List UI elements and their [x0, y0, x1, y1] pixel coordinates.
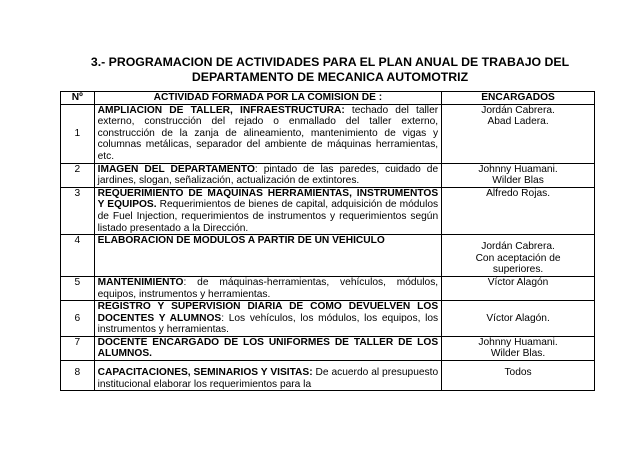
row-responsible	[442, 361, 595, 391]
table-row	[61, 104, 595, 163]
responsible-name: Abad Ladera.	[487, 116, 549, 128]
row-activity	[94, 361, 442, 391]
activities-table	[60, 91, 595, 391]
activity-description: : de máquinas-herramientas, vehículos, módulos, equipos, instrumentos y herramientas.	[97, 276, 439, 300]
row-activity	[94, 104, 442, 163]
responsible-name: Alfredo Rojas.	[486, 187, 551, 199]
responsible-name: Víctor Alagón.	[486, 312, 550, 324]
activity-title: DOCENTE ENCARGADO DE LOS UNIFORMES DE TALLER DE LOS ALUMNOS.	[97, 336, 439, 360]
responsible-name: Jordán Cabrera.	[481, 104, 555, 116]
activity-description: : pintado de las paredes, cuidado de jardines, slogan, señalización, actualización de extintores.	[97, 163, 439, 187]
responsible-name: Johnny Huamani.	[478, 163, 558, 175]
table-header-row	[61, 92, 595, 105]
table-row	[61, 276, 595, 300]
row-responsible	[442, 301, 595, 337]
activity-title: MANTENIMIENTO	[97, 276, 184, 288]
table-row	[61, 336, 595, 360]
activity-description: Requerimientos de bienes de capital, adquisición de módulos de Fuel Injection, requerimientos de instrumentos y requerimientos según listado presentado a la Dirección.	[97, 199, 439, 234]
row-responsible	[442, 163, 595, 187]
row-activity	[94, 301, 442, 337]
row-number: 8	[61, 361, 95, 391]
row-responsible	[442, 235, 595, 277]
table-row	[61, 187, 595, 234]
row-number: 6	[61, 301, 95, 337]
activity-title: CAPACITACIONES, SEMINARIOS Y VISITAS:	[97, 367, 313, 379]
row-number: 7	[61, 336, 95, 360]
row-responsible	[442, 187, 595, 234]
header-num: Nº	[61, 92, 95, 105]
activity-title: REGISTRO Y SUPERVISION DIARIA DE COMO DEVUELVEN LOS DOCENTES Y ALUMNOS	[97, 301, 439, 324]
document-title	[60, 55, 600, 85]
activity-description: : Los vehículos, los módulos, los equipos, los instrumentos y herramientas.	[97, 312, 439, 336]
table-row	[61, 235, 595, 277]
row-activity	[94, 336, 442, 360]
activity-description: De acuerdo al presupuesto institucional elaborar los requerimientos para la	[97, 367, 439, 390]
responsible-name: Todos	[504, 367, 532, 379]
responsible-name: Víctor Alagón	[487, 276, 549, 288]
table-row	[61, 361, 595, 391]
responsible-name: Wilder Blas	[492, 175, 544, 187]
row-responsible	[442, 276, 595, 300]
row-activity	[94, 187, 442, 234]
responsible-name: Jordán Cabrera.	[481, 241, 555, 253]
activity-description: techado del taller externo, construcción del rejado o enmallado del taller externo, construcción de la zanja de alineamiento, mantenimiento de vigas y columnas metálicas, separador del ambiente de máquinas herramientas, etc.	[97, 104, 439, 162]
activity-title: IMAGEN DEL DEPARTAMENTO	[97, 163, 255, 175]
responsible-name: Johnny Huamani.	[478, 336, 558, 348]
activity-title: REQUERIMIENTO DE MAQUINAS HERRAMIENTAS, INSTRUMENTOS Y EQUIPOS.	[97, 187, 439, 211]
activity-title: AMPLIACION DE TALLER, INFRAESTRUCTURA:	[97, 104, 345, 116]
responsible-name: Wilder Blas.	[490, 348, 546, 360]
row-responsible	[442, 104, 595, 163]
responsible-note: superiores.	[492, 264, 544, 276]
row-number: 3	[61, 187, 95, 234]
title-line-2: DEPARTAMENTO DE MECANICA AUTOMOTRIZ	[191, 70, 469, 84]
row-number: 1	[61, 104, 95, 163]
title-line-1: 3.- PROGRAMACION DE ACTIVIDADES PARA EL PLAN ANUAL DE TRABAJO DEL	[90, 55, 570, 69]
row-activity	[94, 163, 442, 187]
row-activity	[94, 276, 442, 300]
responsible-note: Con aceptación de	[475, 252, 561, 264]
row-number: 2	[61, 163, 95, 187]
row-number: 4	[61, 235, 95, 277]
activity-title: ELABORACION DE MODULOS A PARTIR DE UN VEHÍCULO	[97, 235, 385, 247]
table-row	[61, 163, 595, 187]
row-activity	[94, 235, 442, 277]
header-activity: ACTIVIDAD FORMADA POR LA COMISION DE :	[94, 92, 442, 105]
header-responsible: ENCARGADOS	[442, 92, 595, 105]
table-row	[61, 301, 595, 337]
row-responsible	[442, 336, 595, 360]
row-number: 5	[61, 276, 95, 300]
